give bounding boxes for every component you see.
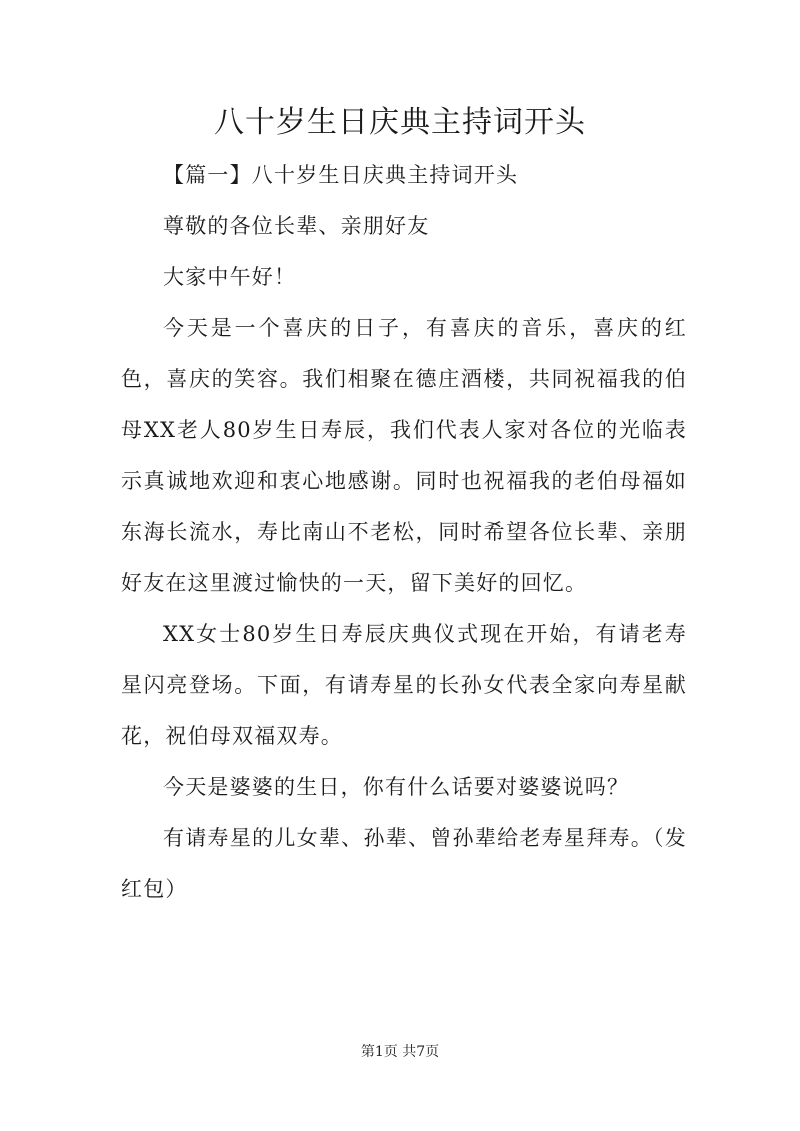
body-paragraph: 今天是婆婆的生日，你有什么话要对婆婆说吗？ bbox=[163, 775, 630, 799]
greeting-line: 大家中午好！ bbox=[163, 265, 297, 289]
document-title: 八十岁生日庆典主持词开头 bbox=[214, 105, 586, 140]
document-body bbox=[121, 150, 687, 915]
page-number-footer: 第1页 共7页 bbox=[360, 1044, 440, 1060]
body-paragraph: 今天是一个喜庆的日子，有喜庆的音乐，喜庆的红色，喜庆的笑容。我们相聚在德庄酒楼，共同祝福我的伯母XX老人80岁生日寿辰，我们代表人家对各位的光临表示真诚地欢迎和衷心地感谢。同时也祝福我的老伯母福如东海长流水，寿比南山不老松，同时希望各位长辈、亲朋好友在这里渡过愉快的一天，留下美好的回忆。 bbox=[121, 316, 687, 595]
body-paragraph: 有请寿星的儿女辈、孙辈、曾孙辈给老寿星拜寿。（发红包） bbox=[121, 826, 687, 901]
body-paragraph: XX女士80岁生日寿辰庆典仪式现在开始，有请老寿星闪亮登场。下面，有请寿星的长孙女代表全家向寿星献花，祝伯母双福双寿。 bbox=[121, 622, 687, 748]
greeting-line: 尊敬的各位长辈、亲朋好友 bbox=[163, 214, 430, 238]
section-heading: 【篇一】八十岁生日庆典主持词开头 bbox=[163, 163, 519, 187]
